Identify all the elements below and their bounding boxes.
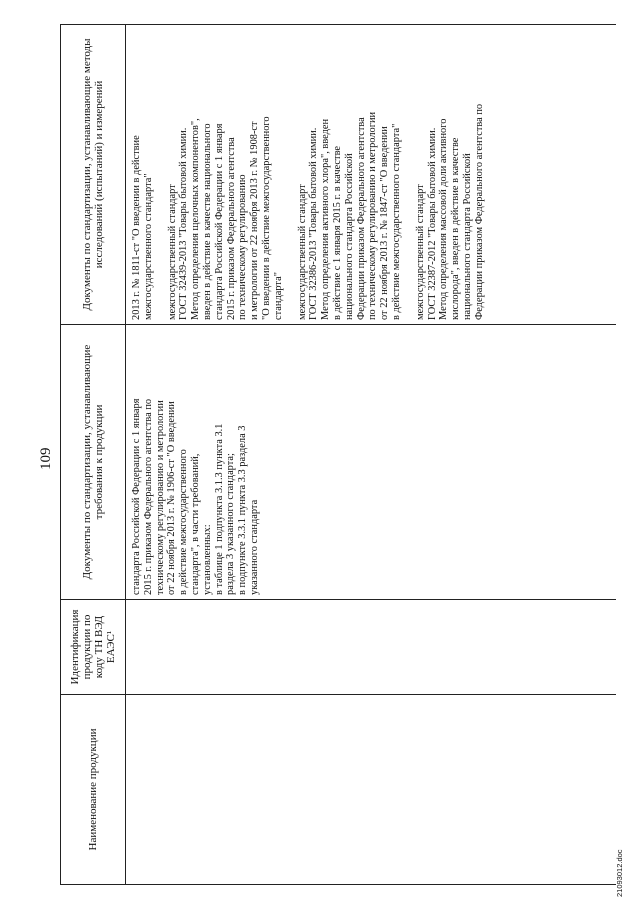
requirement-docs-text: стандарта Российской Федерации с 1 января 2015 г. приказом Федерального агентства по техническому регулированию и метрологии от 22 ноября 2013 г. № 1906-ст "О введении в действие межгосударственного стандарта", в части требований, установленных: в таблице 1 подпункта 3.1.3 пункта 3.1 раздела 3 указанного стандарта; в подпункте 3.3.1 пункта 3.3 раздела 3 указанного стандарта	[131, 398, 260, 595]
product-name-cell	[126, 695, 617, 885]
table-row	[126, 25, 617, 885]
product-code-cell	[126, 600, 617, 695]
table-header-row	[61, 25, 126, 885]
method-doc-entry: межгосударственный стандарт ГОСТ 32386-2013 "Товары бытовой химии. Метод определения активного хлора", введен в действие с 1 января 2015 г. в качестве национального стандарта Российской Федерации приказом Федерального агентства по техническому регулированию и метрологии от 22 ноября 2013 г. № 1847-ст "О введении в действие межгосударственного стандарта"	[296, 111, 402, 320]
header-product-code: Идентификация продукции по коду ТН ВЭД ЕАЭС¹	[61, 600, 126, 695]
method-docs-cell	[126, 25, 617, 325]
method-doc-entry: межгосударственный стандарт ГОСТ 32387-2012 "Товары бытовой химии. Метод определения массовой доли активного кислорода", введен в действие в качестве национального стандарта Российской Федерации приказом Федерального агентства по	[414, 103, 485, 320]
standards-table	[60, 24, 616, 885]
header-requirement-docs: Документы по стандартизации, устанавливающие требования к продукции	[61, 325, 126, 600]
page-number: 109	[38, 447, 54, 470]
requirement-docs-cell	[126, 325, 617, 600]
method-doc-entry: межгосударственный стандарт ГОСТ 32439-2013 "Товары бытовой химии. Метод определения щелочных компонентов", введен в действие в качестве национального стандарта Российской Федерации с 1 января 2015 г. приказом Федерального агентства по техническому регулированию и метрологии от 22 ноября 2013 г. № 1908-ст "О введении в действие межгосударственного стандарта"	[166, 116, 284, 320]
header-method-docs: Документы по стандартизации, устанавливающие методы исследований (испытаний) и измерений	[61, 25, 126, 325]
file-name-footer: 21093012.doc	[615, 849, 624, 897]
method-doc-entry: 2013 г. № 1811-ст "О введении в действие межгосударственного стандарта"	[131, 135, 154, 320]
header-product-name: Наименование продукции	[61, 695, 126, 885]
